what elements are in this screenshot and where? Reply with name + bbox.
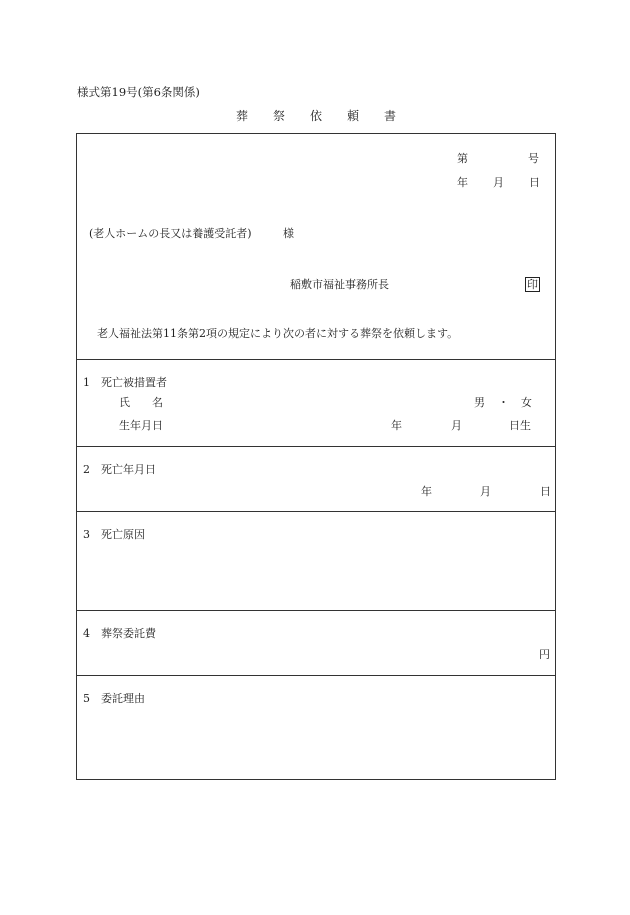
- section-2-label: 死亡年月日: [101, 463, 156, 476]
- yen-unit-label: 円: [539, 648, 550, 661]
- divider: [77, 610, 555, 611]
- header-year-label: 年: [457, 176, 468, 189]
- sex-separator: ・: [498, 396, 509, 409]
- dob-day-label: 日生: [509, 419, 531, 432]
- dob-label: 生年月日: [119, 419, 163, 432]
- section-2-number: 2: [83, 463, 90, 476]
- dai-label: 第: [457, 152, 468, 165]
- divider: [77, 511, 555, 512]
- section-1-number: 1: [83, 376, 90, 389]
- divider: [77, 446, 555, 447]
- divider: [77, 359, 555, 360]
- go-label: 号: [528, 152, 539, 165]
- request-statement: 老人福祉法第11条第2項の規定により次の者に対する葬祭を依頼します。: [97, 327, 459, 340]
- header-day-label: 日: [529, 176, 540, 189]
- addressee-label: (老人ホームの長又は養護受託者): [89, 227, 252, 240]
- sama-label: 様: [283, 227, 294, 240]
- header-month-label: 月: [493, 176, 504, 189]
- section-4-label: 葬祭委託費: [101, 627, 156, 640]
- dob-month-label: 月: [451, 419, 462, 432]
- death-month-label: 月: [480, 485, 491, 498]
- name-label: 氏 名: [119, 396, 163, 409]
- dob-year-label: 年: [391, 419, 402, 432]
- divider: [77, 675, 555, 676]
- section-3-label: 死亡原因: [101, 528, 145, 541]
- death-day-label: 日: [540, 485, 551, 498]
- form-number: 様式第19号(第6条関係): [77, 85, 200, 99]
- form-frame: [76, 133, 556, 780]
- section-5-number: 5: [83, 692, 90, 705]
- section-3-number: 3: [83, 528, 90, 541]
- section-1-label: 死亡被措置者: [101, 376, 167, 389]
- issuer-name: 稲敷市福祉事務所長: [290, 278, 389, 291]
- seal-mark: 印: [527, 278, 538, 291]
- section-5-label: 委託理由: [101, 692, 145, 705]
- section-4-number: 4: [83, 627, 90, 640]
- sex-female-label: 女: [521, 396, 532, 409]
- death-year-label: 年: [421, 485, 432, 498]
- sex-male-label: 男: [474, 396, 485, 409]
- document-title: 葬祭依頼書: [236, 109, 422, 123]
